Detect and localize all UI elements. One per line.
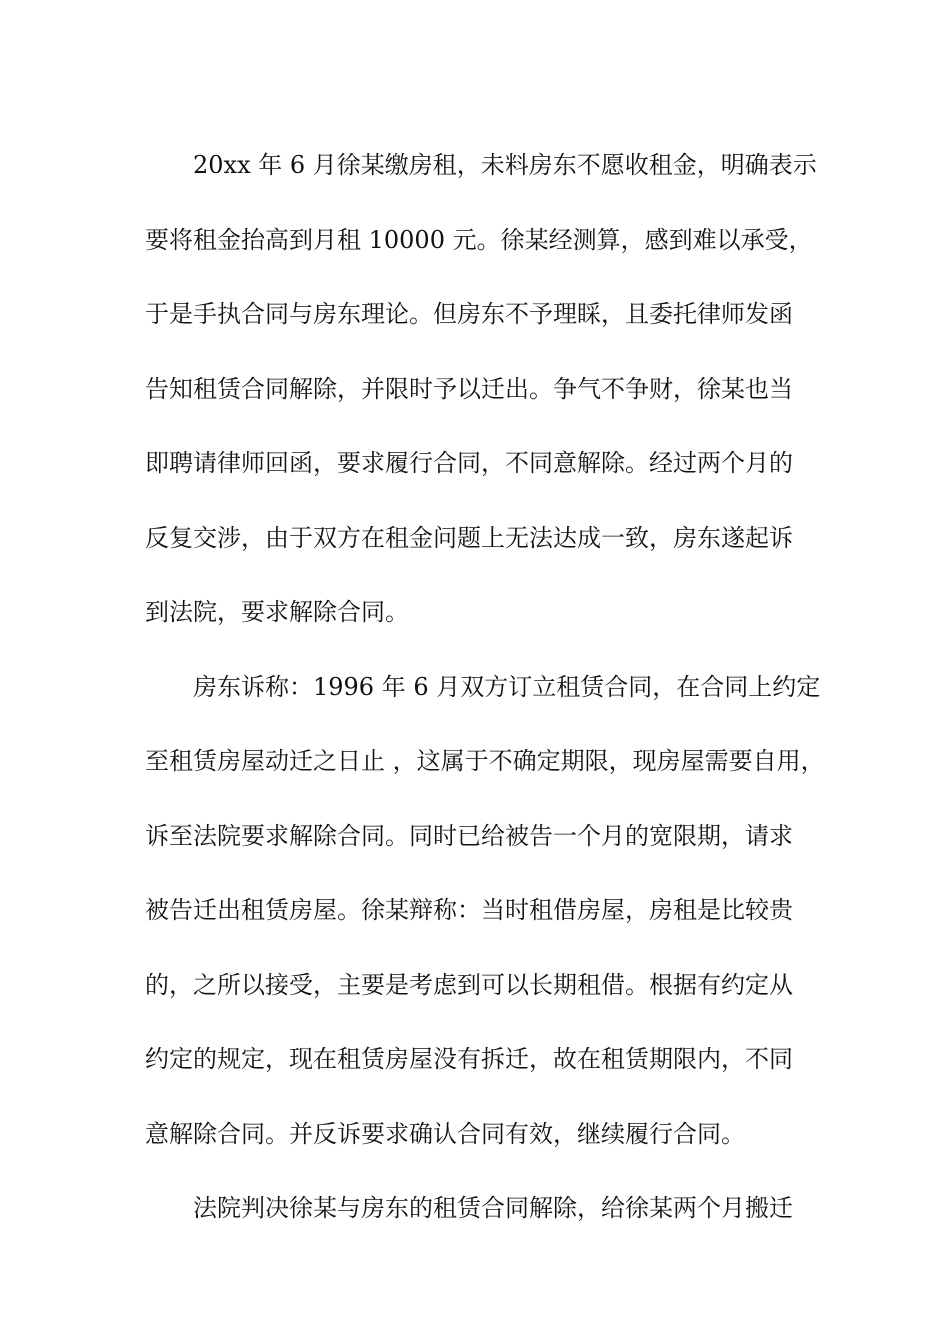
paragraph-2-line-4: 被告迁出租赁房屋。徐某辩称：当时租借房屋，房租是比较贵	[145, 896, 793, 924]
document-body	[145, 128, 825, 1246]
paragraph-2-line-5: 的，之所以接受，主要是考虑到可以长期租借。根据有约定从	[145, 970, 793, 999]
paragraph-2-line-2: 至租赁房屋动迁之日止 ，这属于不确定期限，现房屋需要自用，	[145, 747, 825, 775]
paragraph-1-line-5: 即聘请律师回函，要求履行合同，不同意解除。经过两个月的	[145, 449, 793, 477]
paragraph-2-line-7: 意解除合同。并反诉要求确认合同有效，继续履行合同。	[145, 1119, 745, 1148]
paragraph-1-line-2: 要将租金抬高到月租 10000 元。徐某经测算，感到难以承受，	[145, 225, 813, 254]
paragraph-1-line-3: 于是手执合同与房东理论。但房东不予理睬，且委托律师发函	[145, 300, 793, 328]
paragraph-1-line-4: 告知租赁合同解除，并限时予以迁出。争气不争财，徐某也当	[145, 374, 793, 403]
paragraph-1-line-7: 到法院，要求解除合同。	[145, 598, 409, 626]
paragraph-2-line-3: 诉至法院要求解除合同。同时已给被告一个月的宽限期，请求	[145, 821, 793, 850]
paragraph-2-line-1: 房东诉称：1996 年 6 月双方订立租赁合同，在合同上约定	[193, 672, 821, 701]
paragraph-1-line-1: 20xx 年 6 月徐某缴房租，未料房东不愿收租金，明确表示	[193, 151, 817, 179]
paragraph-1-line-6: 反复交涉，由于双方在租金问题上无法达成一致，房东遂起诉	[145, 523, 793, 552]
paragraph-2-line-6: 约定的规定，现在租赁房屋没有拆迁，故在租赁期限内，不同	[145, 1045, 793, 1073]
paragraph-3-line-1: 法院判决徐某与房东的租赁合同解除，给徐某两个月搬迁	[193, 1194, 793, 1222]
